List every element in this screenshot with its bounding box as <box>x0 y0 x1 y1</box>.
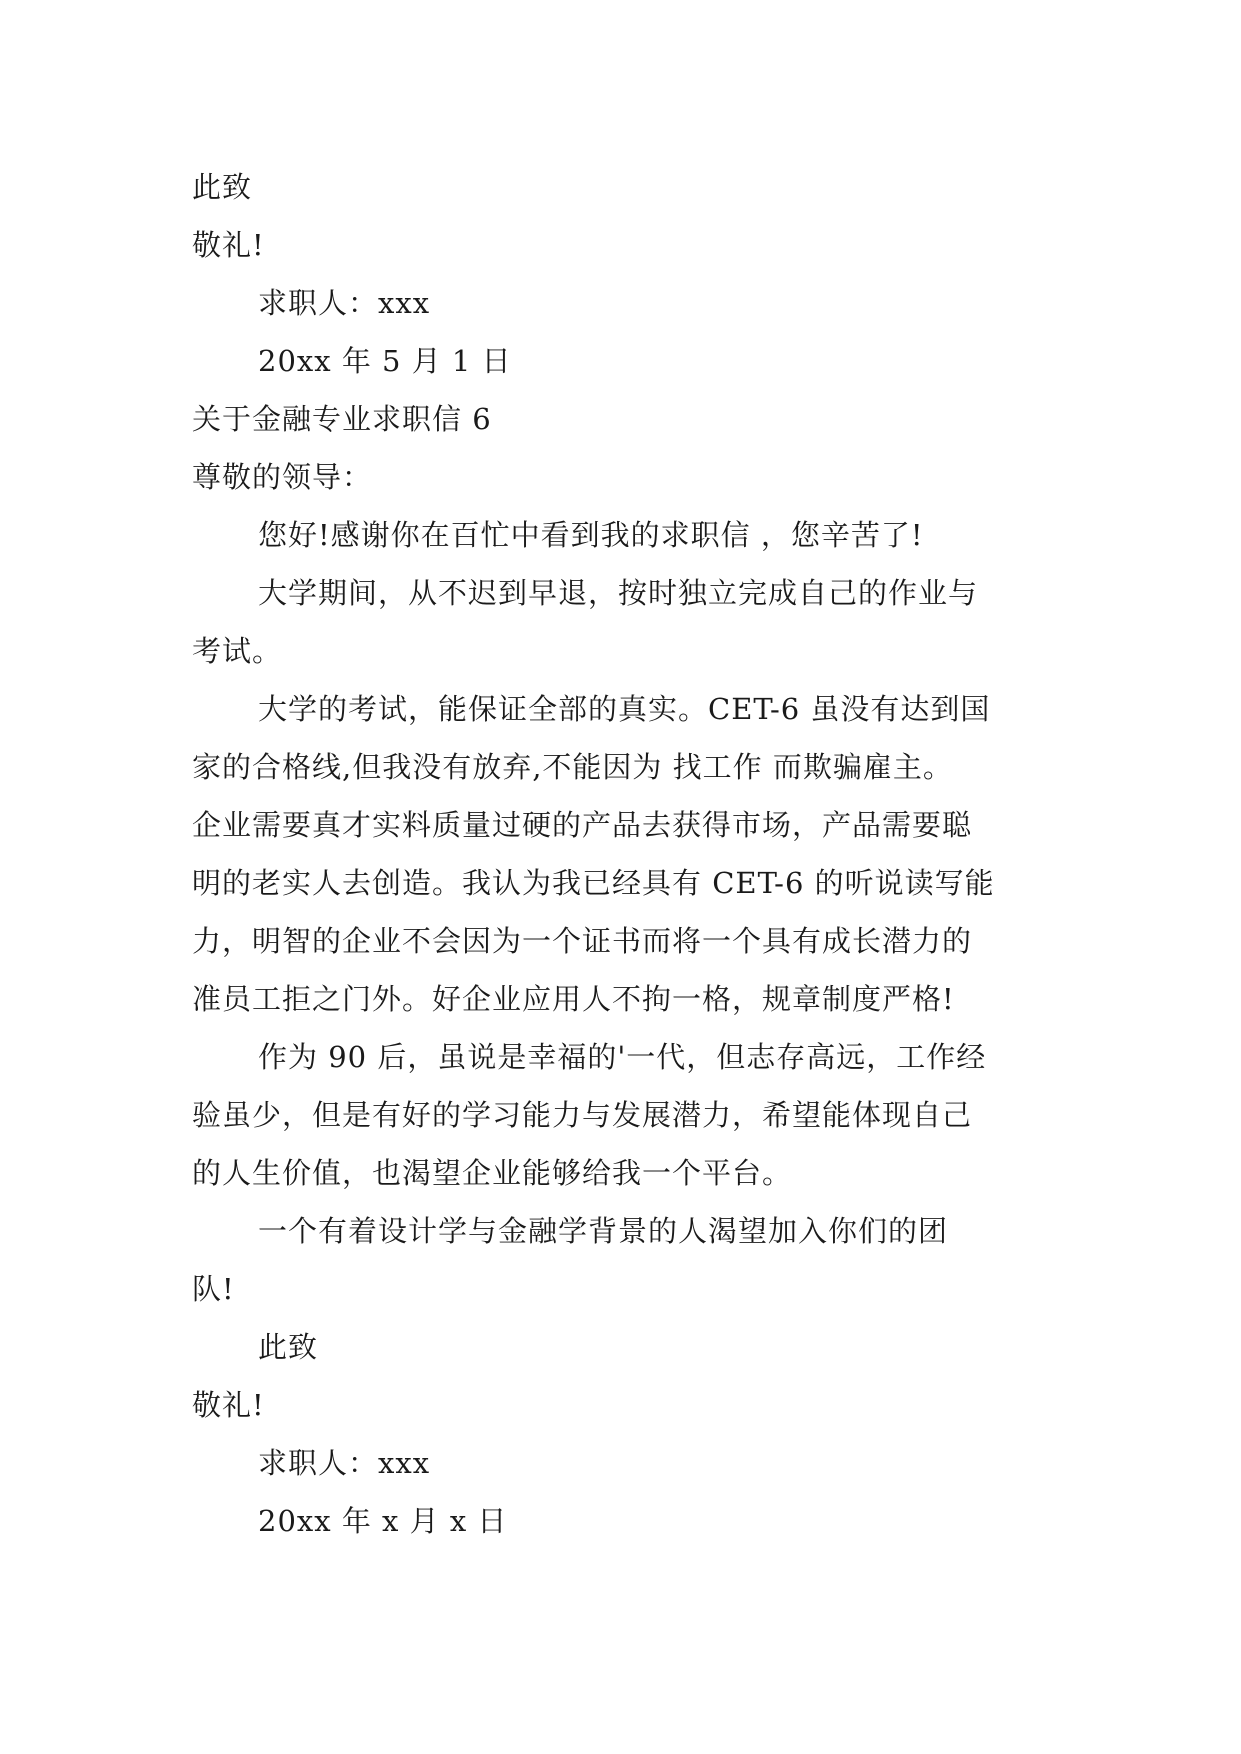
greeting-paragraph: 您好!感谢你在百忙中看到我的求职信 ，您辛苦了! <box>258 518 924 552</box>
letter-date-2: 20xx 年 x 月 x 日 <box>258 1504 508 1538</box>
paragraph-line: 大学期间，从不迟到早退，按时独立完成自己的作业与 <box>258 576 979 610</box>
paragraph-line: 企业需要真才实料质量过硬的产品去获得市场，产品需要聪 <box>192 808 973 842</box>
salutation: 尊敬的领导： <box>192 460 373 494</box>
paragraph-1 <box>192 564 1052 680</box>
paragraph-3 <box>192 1028 1052 1202</box>
paragraph-line: 队! <box>192 1272 235 1306</box>
paragraph-line: 准员工拒之门外。好企业应用人不拘一格，规章制度严格! <box>192 982 955 1016</box>
paragraph-line: 作为 90 后，虽说是幸福的'一代，但志存高远，工作经 <box>258 1040 987 1074</box>
paragraph-line: 大学的考试，能保证全部的真实。CET-6 虽没有达到国 <box>258 692 991 726</box>
paragraph-line: 明的老实人去创造。我认为我已经具有 CET-6 的听说读写能 <box>192 866 995 900</box>
closing-ci-zhi: 此致 <box>192 170 253 204</box>
closing-jing-li: 敬礼! <box>192 228 265 262</box>
closing-ci-zhi-2: 此致 <box>258 1330 319 1364</box>
paragraph-line: 验虽少，但是有好的学习能力与发展潜力，希望能体现自己 <box>192 1098 973 1132</box>
closing-jing-li-2: 敬礼! <box>192 1388 265 1422</box>
paragraph-line: 家的合格线,但我没有放弃,不能因为 找工作 而欺骗雇主。 <box>192 750 953 784</box>
paragraph-4 <box>192 1202 1052 1318</box>
paragraph-line: 一个有着设计学与金融学背景的人渴望加入你们的团 <box>258 1214 949 1248</box>
letter-date: 20xx 年 5 月 1 日 <box>258 344 512 378</box>
document-page <box>192 158 1052 1550</box>
paragraph-line: 的人生价值，也渴望企业能够给我一个平台。 <box>192 1156 793 1190</box>
paragraph-line: 考试。 <box>192 634 283 668</box>
letter-title: 关于金融专业求职信 6 <box>192 402 492 436</box>
paragraph-line: 力，明智的企业不会因为一个证书而将一个具有成长潜力的 <box>192 924 973 958</box>
applicant-signature: 求职人：xxx <box>258 286 431 320</box>
paragraph-2 <box>192 680 1052 1028</box>
applicant-signature-2: 求职人：xxx <box>258 1446 431 1480</box>
